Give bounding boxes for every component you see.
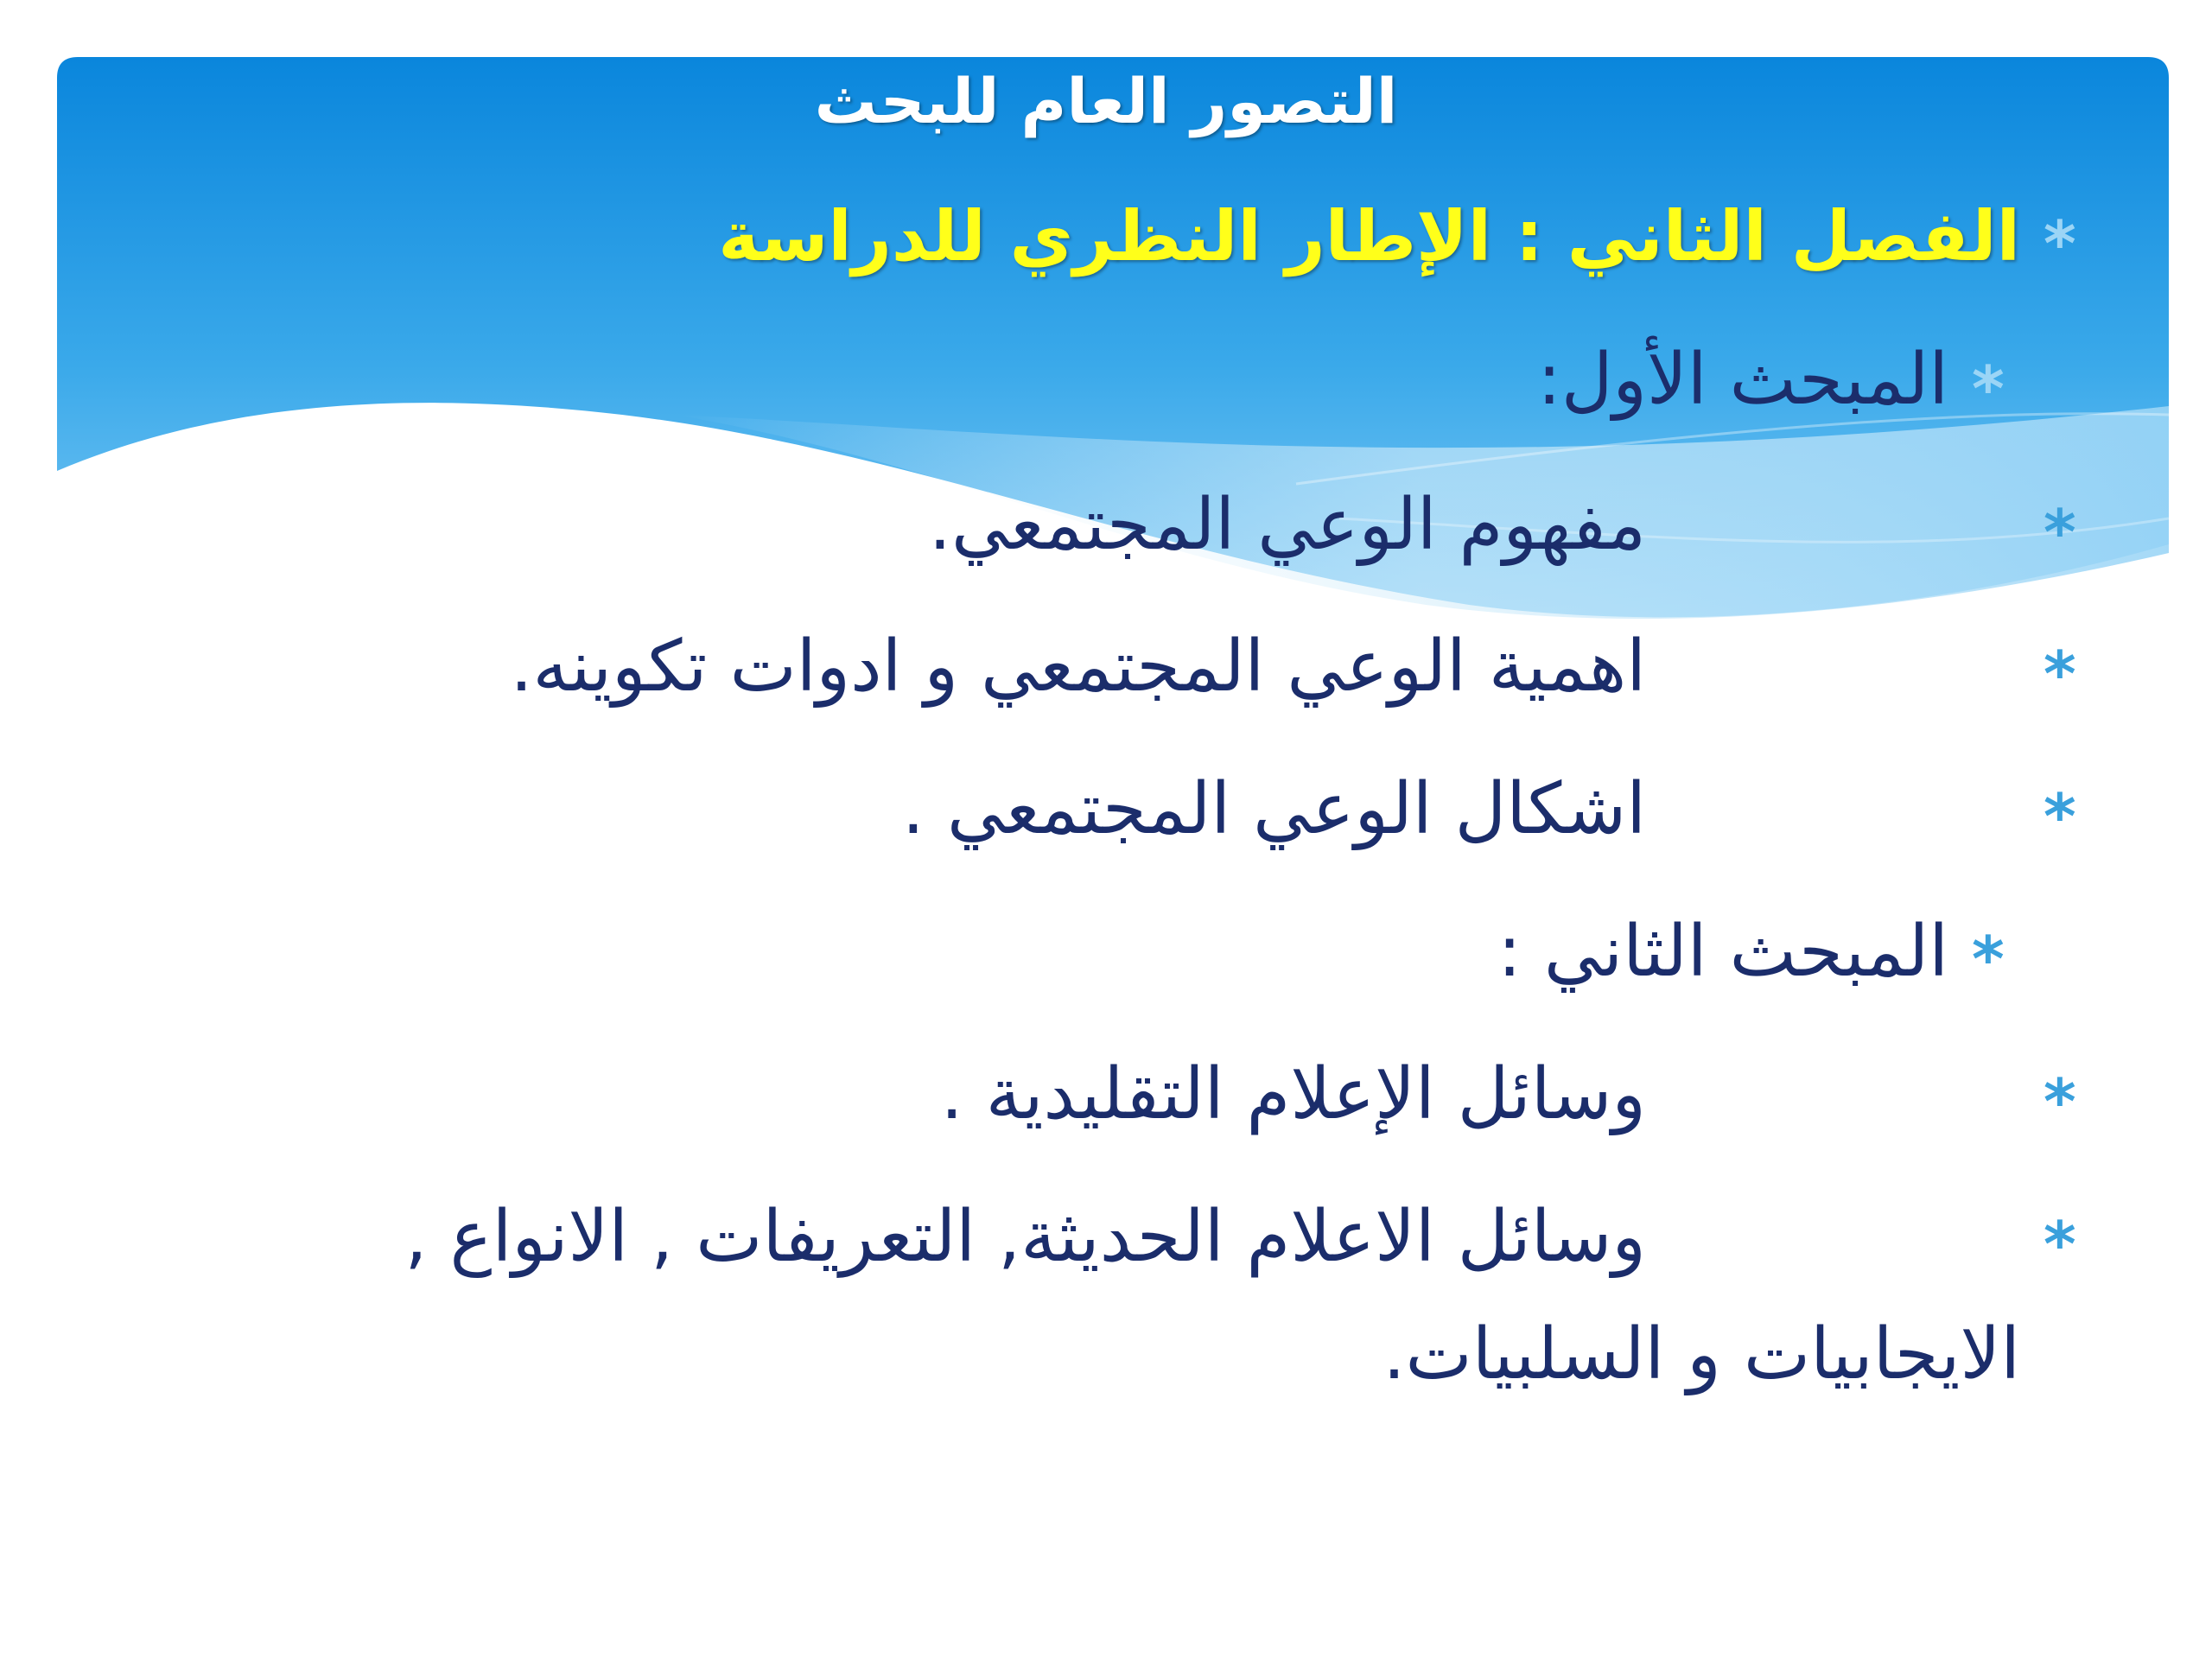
- list-item-text: اهمية الوعي المجتمعي و ادوات تكوينه.: [510, 626, 1646, 708]
- section1-heading-text: المبحث الأول:: [1537, 339, 1948, 421]
- bullet-star-icon: *: [2044, 1065, 2076, 1138]
- section1-heading: [1537, 328, 1948, 432]
- list-item-text: وسائل الإعلام التقليدية .: [940, 1053, 1646, 1135]
- list-item: [405, 1185, 1646, 1289]
- list-item-text: مفهوم الوعي المجتمعي.: [928, 484, 1646, 566]
- bullet-star-icon: *: [1972, 923, 2005, 995]
- list-item: [941, 1043, 1646, 1147]
- list-item-text: وسائل الاعلام الحديثة, التعريفات , الانواع ,: [404, 1196, 1646, 1278]
- chapter-heading-text: الفصل الثاني : الإطار النظري للدراسة: [718, 196, 2020, 276]
- list-item-continuation: [1382, 1303, 2020, 1407]
- list-item: [902, 758, 1646, 861]
- list-item: [510, 615, 1646, 719]
- bullet-star-icon: *: [2044, 780, 2076, 853]
- list-item-text: اشكال الوعي المجتمعي .: [901, 768, 1646, 850]
- list-item-text: الايجابيات و السلبيات.: [1382, 1313, 2020, 1395]
- bullet-star-icon: *: [2044, 496, 2076, 569]
- bullet-star-icon: *: [2044, 207, 2076, 280]
- bullet-star-icon: *: [1972, 353, 2005, 425]
- slide-title: التصور العام للبحث: [814, 65, 1398, 137]
- chapter-heading: [718, 185, 2020, 289]
- bullet-star-icon: *: [2044, 1208, 2076, 1281]
- bullet-star-icon: *: [2044, 638, 2076, 710]
- section2-heading: [1497, 900, 1948, 1004]
- list-item: [929, 474, 1646, 577]
- section2-heading-text: المبحث الثاني :: [1497, 911, 1948, 993]
